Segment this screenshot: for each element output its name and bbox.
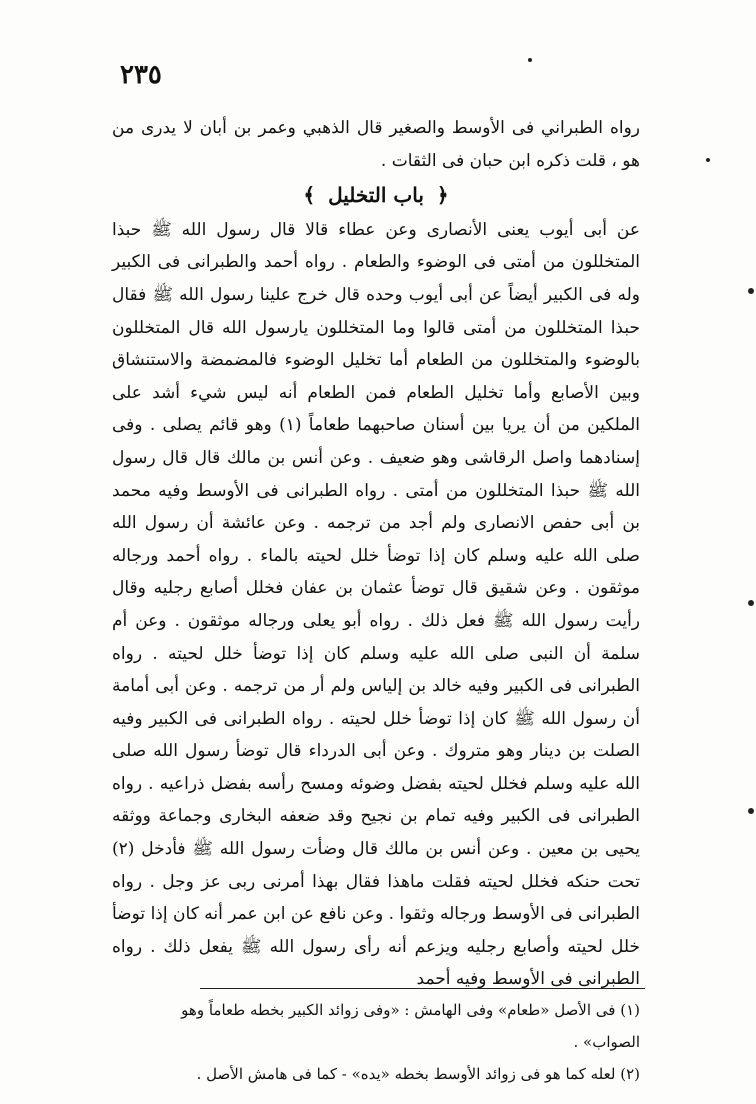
scan-speck: [528, 58, 532, 62]
chapter-title: باب التخليل: [328, 183, 424, 208]
footnote-1: (١) فى الأصل «طعام» وفى الهامش : «وفى زوائد الكبير بخطه طعاماً وهو الصواب» .: [181, 1001, 640, 1051]
scan-speck: [748, 600, 754, 606]
footnote-2: (٢) لعله كما هو فى زوائد الأوسط بخطه «يده» - كما فى هامش الأصل .: [196, 1065, 640, 1083]
heading-open-bracket: ﴿: [436, 183, 449, 208]
intro-paragraph: رواه الطبراني فى الأوسط والصغير قال الذهبي وعمر بن أبان لا يدرى من هو ، قلت ذكره ابن حبان فى الثقات .: [112, 118, 640, 171]
footnote-divider: [200, 988, 645, 989]
chapter-heading: [112, 179, 640, 212]
footnotes-block: [180, 994, 640, 1090]
page-number: ٢٣٥: [120, 60, 162, 90]
scan-speck: [748, 288, 754, 294]
main-paragraph: عن أبى أيوب يعنى الأنصارى وعن عطاء قالا قال رسول الله ﷺ حبذا المتخللون من أمتى فى الوضوء والطعام . رواه أحمد والطبرانى فى الكبير وله فى الكبير أيضاً عن أبى أيوب وحده قال خرج علينا رسول الله ﷺ فقال حبذا المتخللون من أمتى قالوا وما المتخللون يارسول الله قال المتخللون بالوضوء والمتخللون من الطعام أما تخليل الوضوء فالمضمضة والاستنشاق وبين الأصابع وأما تخليل الطعام فمن الطعام أنه ليس شيء أشد على الملكين من أن يريا بين أسنان صاحبهما طعاماً (١) وهو قائم يصلى . وفى إسنادهما واصل الرقاشى وهو ضعيف . وعن أنس بن مالك قال قال رسول الله ﷺ حبذا المتخللون من أمتى . رواه الطبرانى فى الأوسط وفيه محمد بن أبى حفص الانصارى ولم أجد من ترجمه . وعن عائشة أن رسول الله صلى الله عليه وسلم كان إذا توضأ خلل لحيته بالماء . رواه أحمد ورجاله موثقون . وعن شقيق قال توضأ عثمان بن عفان فخلل أصابع رجليه وقال رأيت رسول الله ﷺ فعل ذلك . رواه أبو يعلى ورجاله موثقون . وعن أم سلمة أن النبى صلى الله عليه وسلم كان إذا توضأ خلل لحيته . رواه الطبرانى فى الكبير وفيه خالد بن إلياس ولم أر من ترجمه . وعن أبى أمامة أن رسول الله ﷺ كان إذا توضأ خلل لحيته . رواه الطبرانى فى الكبير وفيه الصلت بن دينار وهو متروك . وعن أبى الدرداء قال توضأ رسول الله صلى الله عليه وسلم فخلل لحيته بفضل وضوئه ومسح رأسه بفضل ذراعيه . رواه الطبرانى فى الكبير وفيه تمام بن نجيح وقد ضعفه البخارى وجماعة ووثقه يحيى بن معين . وعن أنس بن مالك قال وضأت رسول الله ﷺ فأدخل (٢) تحت حنكه فخلل لحيته فقلت ماهذا فقال بهذا أمرنى ربى عز وجل . رواه الطبرانى فى الأوسط ورجاله وثقوا . وعن نافع عن ابن عمر أنه كان إذا توضأ خلل لحيته وأصابع رجليه ويزعم أنه رأى رسول الله ﷺ يفعل ذلك . رواه الطبرانى فى الأوسط وفيه أحمد: [112, 219, 640, 990]
main-text-block: [112, 112, 640, 996]
scan-speck: [748, 808, 754, 814]
heading-close-bracket: ﴾: [303, 183, 316, 208]
scan-speck: [706, 158, 710, 162]
